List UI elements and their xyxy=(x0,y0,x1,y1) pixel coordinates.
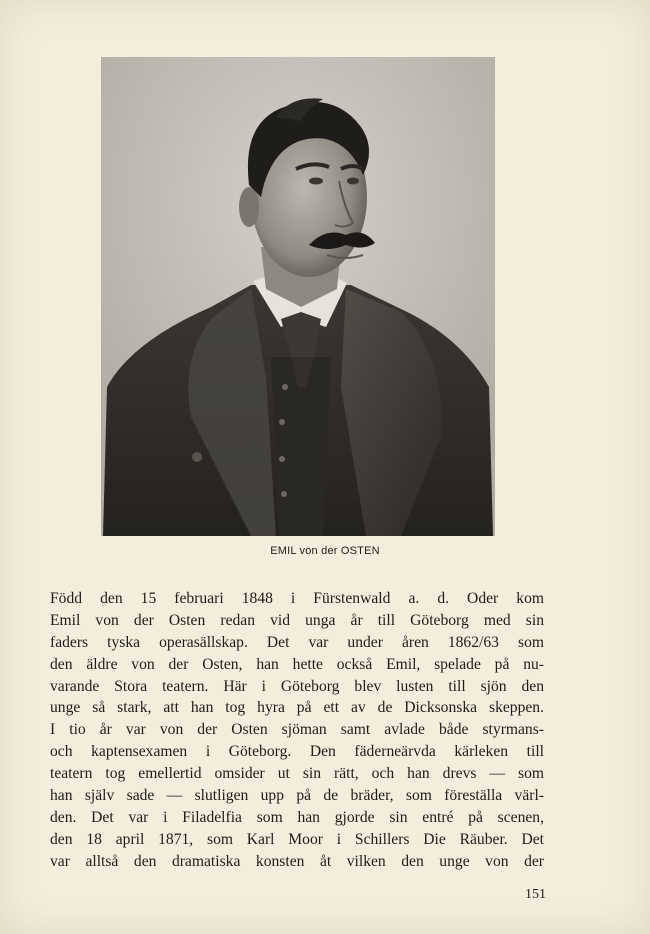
text-line: teatern tog emellertid omsider ut sin rätt, och han drevs — som xyxy=(50,765,544,783)
text-line: I tio år var von der Osten sjöman samt avlade både styrmans- xyxy=(50,721,544,739)
photo-caption: EMIL von der OSTEN xyxy=(270,545,380,557)
body-paragraph xyxy=(50,588,544,873)
text-line: Född den 15 februari 1848 i Fürstenwald a. d. Oder kom xyxy=(50,590,544,607)
portrait-photograph xyxy=(101,57,495,536)
text-line: varande Stora teatern. Här i Göteborg blev lusten till sjön den xyxy=(50,677,544,695)
text-line: han själv sade — slutligen upp på de bräder, som föreställa värl- xyxy=(50,787,544,805)
text-line: var alltså den dramatiska konsten åt vilken den unge von der xyxy=(50,852,544,870)
text-line: den äldre von der Osten, han hette också Emil, spelade på nu- xyxy=(50,655,544,673)
text-line: den 18 april 1871, som Karl Moor i Schillers Die Räuber. Det xyxy=(50,830,544,848)
page-number: 151 xyxy=(525,887,546,902)
text-line: och kaptensexamen i Göteborg. Den fäderneärvda kärleken till xyxy=(50,743,544,761)
text-line: faders tyska operasällskap. Det var under åren 1862/63 som xyxy=(50,633,544,651)
text-line: den. Det var i Filadelfia som han gjorde sin entré på scenen, xyxy=(50,808,544,826)
text-line: Emil von der Osten redan vid unga år till Göteborg med sin xyxy=(50,611,544,629)
portrait-illustration xyxy=(101,57,495,536)
text-line: unge så stark, att han tog hyra på ett av de Dicksonska skeppen. xyxy=(50,699,544,717)
